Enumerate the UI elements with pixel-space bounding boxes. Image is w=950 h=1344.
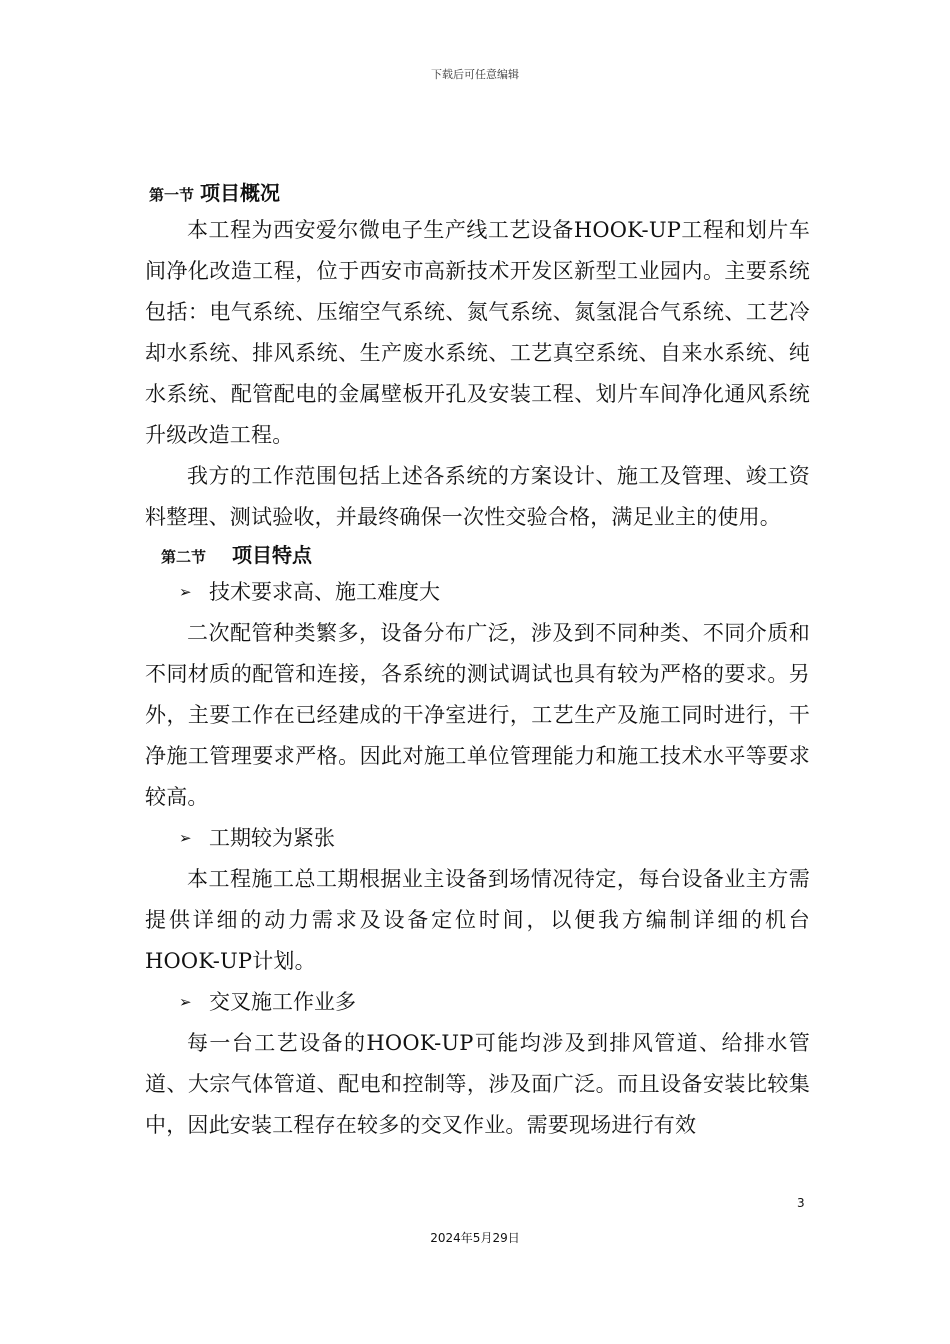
page-number: 3 [797,1196,805,1210]
bullet-text: 交叉施工作业多 [209,990,356,1014]
section-number: 第二节 [161,548,207,566]
section-heading-overview [145,176,810,210]
section-number: 第一节 [149,186,195,204]
header-note: 下载后可任意编辑 [431,68,519,81]
feature-paragraph-3: 每一台工艺设备的HOOK-UP可能均涉及到排风管道、给排水管道、大宗气体管道、配电和控制等，涉及面广泛。而且设备安装比较集中，因此安装工程存在较多的交叉作业。需要现场进行有效 [145,1031,810,1137]
overview-paragraph-2: 我方的工作范围包括上述各系统的方案设计、施工及管理、竣工资料整理、测试验收，并最终确保一次性交验合格，满足业主的使用。 [145,464,810,529]
arrow-bullet-icon: ➢ [179,993,192,1011]
footer-date: 2024年5月29日 [430,1231,520,1245]
bullet-item [145,818,810,859]
feature-paragraph-2: 本工程施工总工期根据业主设备到场情况待定，每台设备业主方需提供详细的动力需求及设备定位时间，以便我方编制详细的机台HOOK-UP计划。 [145,867,810,973]
bullet-text: 工期较为紧张 [209,826,335,850]
overview-paragraph-1: 本工程为西安爱尔微电子生产线工艺设备HOOK-UP工程和划片车间净化改造工程，位于西安市高新技术开发区新型工业园内。主要系统包括：电气系统、压缩空气系统、氮气系统、氮氢混合气系统、工艺冷却水系统、排风系统、生产废水系统、工艺真空系统、自来水系统、纯水系统、配管配电的金属壁板开孔及安装工程、划片车间净化通风系统升级改造工程。 [145,218,810,447]
section-title: 项目特点 [232,543,313,567]
section-title: 项目概况 [200,181,281,205]
bullet-text: 技术要求高、施工难度大 [209,580,440,604]
bullet-item [145,572,810,613]
arrow-bullet-icon: ➢ [179,829,192,847]
document-body [145,176,810,1146]
section-heading-features [145,538,810,572]
bullet-item [145,982,810,1023]
arrow-bullet-icon: ➢ [179,583,192,601]
feature-paragraph-1: 二次配管种类繁多，设备分布广泛，涉及到不同种类、不同介质和不同材质的配管和连接，各系统的测试调试也具有较为严格的要求。另外，主要工作在已经建成的干净室进行，工艺生产及施工同时进行，干净施工管理要求严格。因此对施工单位管理能力和施工技术水平等要求较高。 [145,621,810,809]
